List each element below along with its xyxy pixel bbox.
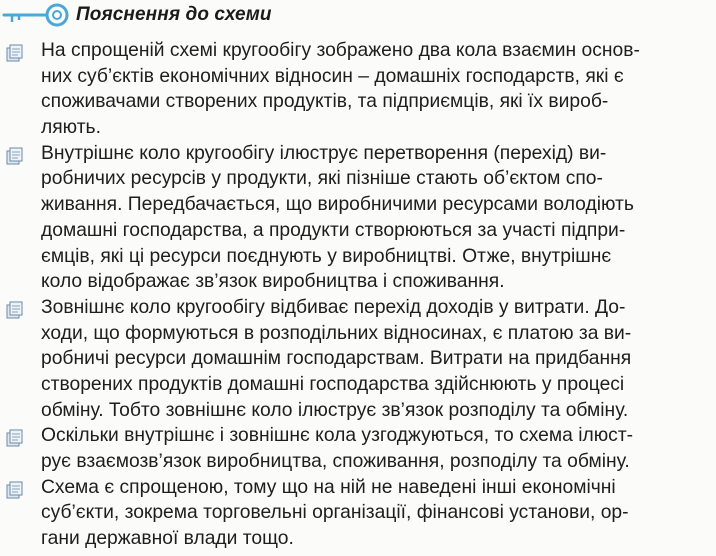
text-line: Схема є спрощеною, тому що на ній не наведені інші економічні (41, 475, 616, 498)
text-line: гани державної влади тощо. (41, 527, 294, 550)
text-line: споживачами створених продуктів, та підприємців, які їх вироб- (41, 90, 609, 113)
list-item (0, 38, 716, 141)
text-line: живання. Передбачається, що виробничими ресурсами володіють (41, 193, 634, 216)
text-line: суб’єкти, зокрема торговельні організації, фінансові установи, ор- (41, 501, 629, 524)
text-line: Оскільки внутрішнє і зовнішнє кола узгоджуються, то схема ілюст- (41, 424, 634, 447)
section-header (0, 0, 716, 30)
explanation-list (0, 38, 716, 552)
text-line: ходи, що формуються в розподільних відносинах, є платою за ви- (41, 321, 632, 344)
text-line: створених продуктів домашні господарства здійснюють у процесі (41, 372, 625, 395)
text-line: домашні господарства, а продукти створюються за участі підпри- (41, 218, 626, 241)
text-line: обміну. Тобто зовнішнє коло ілюструє зв’язок розподілу та обміну. (41, 398, 629, 421)
list-item (0, 423, 716, 474)
text-line: робничі ресурси домашнім господарствам. Витрати на придбання (41, 347, 632, 370)
text-line: Зовнішнє коло кругообігу відбиває перехід доходів у витрати. До- (41, 295, 626, 318)
text-line: рує взаємозв’язок виробництва, споживання, розподілу та обміну. (41, 450, 630, 472)
text-line: них суб’єктів економічних відносин – домашніх господарств, які є (41, 64, 624, 87)
list-item (0, 295, 716, 423)
text-line: робничих ресурсів у продукти, які пізніше стають об’єктом спо- (41, 167, 603, 190)
text-line: На спрощеній схемі кругообігу зображено два кола взаємин основ- (41, 39, 640, 61)
text-line: коло відображає зв’язок виробництва і споживання. (41, 270, 505, 293)
text-line: ємців, які ці ресурси поєднують у виробництві. Отже, внутрішнє (41, 244, 612, 267)
key-icon (2, 0, 72, 30)
list-item (0, 475, 716, 552)
section-title: Пояснення до схеми (76, 4, 272, 25)
text-line: Внутрішнє коло кругообігу ілюструє перетворення (перехід) ви- (41, 141, 607, 164)
text-line: ляють. (41, 116, 101, 139)
list-item (0, 141, 716, 295)
